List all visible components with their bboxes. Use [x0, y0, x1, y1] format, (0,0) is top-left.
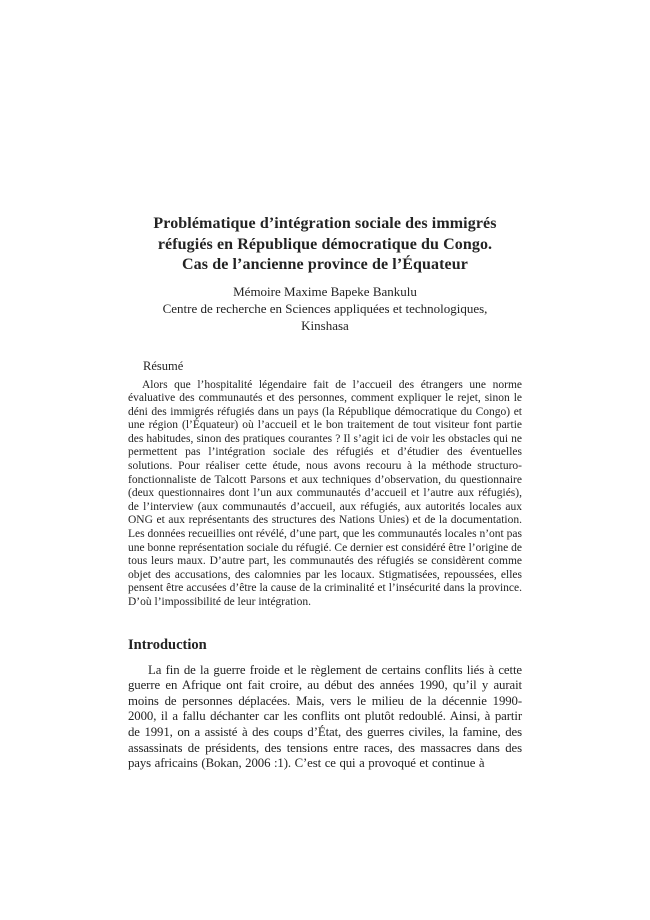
- author-block: [128, 283, 522, 334]
- abstract-text: Alors que l’hospitalité légendaire fait de l’accueil des étrangers une norme évaluative des communautés et des personnes, comment expliquer le rejet, sinon le déni des immigrés réfugiés dans un pays (la République démocratique du Congo) et une région (l’Équateur) où l’accueil et le bon traitement de tout visiteur font partie des habitudes, sinon des pratiques courantes ? Il s’agit ici de voir les obstacles qui ne permettent pas l’intégration sociale des réfugiés et d’étudier des éventuelles solutions. Pour réaliser cette étude, nous avons recouru à la méthode structuro-fonctionnaliste de Talcott Parsons et aux techniques d’observation, du questionnaire (deux questionnaires dont l’un aux communautés d’accueil et l’autre aux réfugiés), de l’interview (aux communautés d’accueil, aux réfugiés, aux autorités locales aux ONG et aux représentants des structures des Nations Unies) et de la documentation. Les données recueillies ont révélé, d’une part, que les communautés locales n’ont pas une bonne représentation sociale du réfugié. Ce dernier est considéré être l’origine de tous leurs maux. D’autre part, les communautés des réfugiés se considèrent comme objet des accusations, des calomnies par les locaux. Stigmatisées, repoussées, elles pensent être accusées d’être la cause de la criminalité et l’insécurité dans la province. D’où l’impossibilité de leur intégration.: [128, 378, 522, 608]
- author-affiliation: Centre de recherche en Sciences appliquées et technologiques,: [162, 300, 488, 316]
- paper-title-line-3: Cas de l’ancienne province de l’Équateur: [182, 256, 468, 273]
- abstract-label: Résumé: [143, 358, 184, 373]
- introduction-text: La fin de la guerre froide et le règlement de certains conflits liés à cette guerre en Afrique ont fait croire, au début des années 1990, qu’il y aurait moins de personnes déplacées. Mais, vers le milieu de la décennie 1990-2000, il a fallu déchanter car les conflits ont plutôt redoublé. Ainsi, à partir de 1991, on a assisté à des coups d’État, des guerres civiles, la famine, des assassinats de présidents, des tensions entre races, des massacres dans des pays africains (Bokan, 2006 :1). C’est ce qui a provoqué et continue à: [128, 662, 522, 771]
- author-name: Mémoire Maxime Bapeke Bankulu: [233, 283, 417, 299]
- introduction-heading: Introduction: [128, 636, 207, 653]
- paper-title: [128, 214, 522, 276]
- paper-title-line-2: réfugiés en République démocratique du Congo.: [157, 235, 493, 253]
- page-content: [128, 214, 522, 772]
- author-city: Kinshasa: [301, 317, 349, 333]
- paper-title-line-1: Problématique d’intégration sociale des immigrés: [153, 215, 497, 232]
